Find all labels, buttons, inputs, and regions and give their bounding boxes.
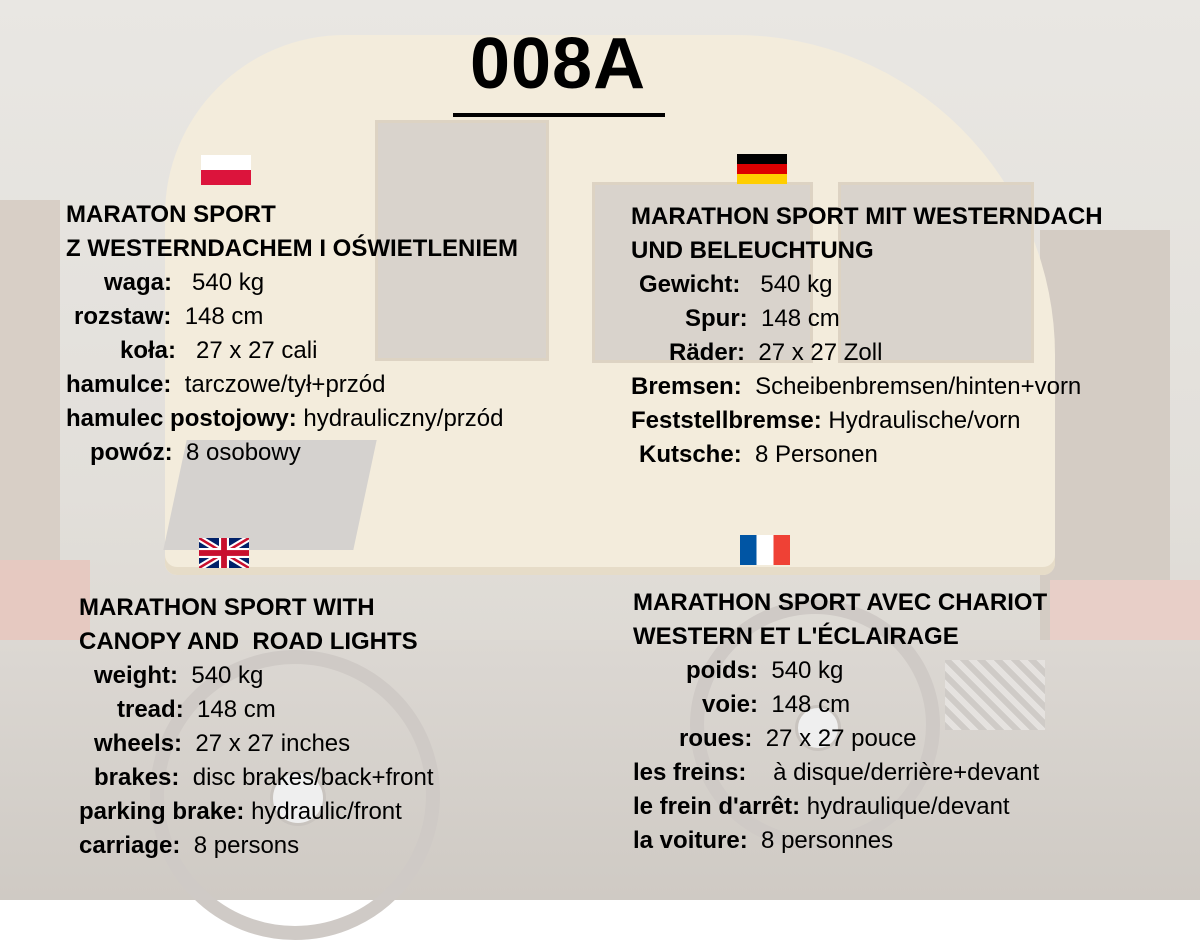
spec-label: koła: — [120, 337, 177, 364]
section-heading: MARATON SPORT — [66, 201, 276, 228]
uk-flag-icon — [199, 538, 249, 568]
section-heading: MARATHON SPORT WITH — [79, 594, 375, 621]
spec-value: 148 cm — [761, 305, 840, 332]
spec-label: wheels: — [94, 730, 183, 757]
german-spec-section — [631, 200, 1103, 472]
spec-value: 540 kg — [760, 271, 833, 298]
section-heading: MARATHON SPORT MIT WESTERNDACH — [631, 203, 1103, 230]
spec-value: 148 cm — [197, 696, 276, 723]
spec-value: 8 persons — [193, 832, 300, 859]
spec-row-wheels — [79, 727, 434, 761]
model-title: 008A — [469, 24, 647, 104]
poland-flag-icon — [201, 155, 251, 185]
spec-row-wheels — [66, 334, 518, 368]
spec-row-carriage — [631, 438, 1103, 472]
spec-label: les freins: — [633, 759, 747, 786]
spec-value: hydraulique/devant — [806, 793, 1010, 820]
section-heading: Z WESTERNDACHEM I OŚWIETLENIEM — [66, 235, 518, 262]
spec-row-parking-brake — [633, 790, 1047, 824]
section-heading: UND BELEUCHTUNG — [631, 237, 874, 264]
spec-value: hydrauliczny/przód — [303, 405, 504, 432]
spec-row-carriage — [66, 436, 518, 470]
spec-label: powóz: — [90, 439, 173, 466]
spec-label: waga: — [104, 269, 173, 296]
spec-value: 540 kg — [192, 269, 265, 296]
spec-label: le frein d'arrêt: — [633, 793, 801, 820]
spec-value: 27 x 27 pouce — [765, 725, 917, 752]
spec-label: Räder: — [669, 339, 746, 366]
spec-row-weight — [633, 654, 1047, 688]
section-heading: CANOPY AND ROAD LIGHTS — [79, 628, 418, 655]
spec-label: Kutsche: — [639, 441, 742, 468]
spec-value: Scheibenbremsen/hinten+vorn — [755, 373, 1082, 400]
spec-value: 8 osobowy — [185, 439, 301, 466]
spec-value: 8 personnes — [761, 827, 894, 854]
spec-value: 27 x 27 Zoll — [758, 339, 883, 366]
spec-row-carriage — [79, 829, 434, 863]
spec-row-carriage — [633, 824, 1047, 858]
background-wall-left — [0, 200, 60, 620]
spec-row-wheels — [633, 722, 1047, 756]
spec-value: Hydraulische/vorn — [828, 407, 1021, 434]
section-heading: WESTERN ET L'ÉCLAIRAGE — [633, 623, 959, 650]
spec-value: 148 cm — [771, 691, 851, 718]
spec-row-parking-brake — [631, 404, 1103, 438]
spec-label: parking brake: — [79, 798, 245, 825]
spec-label: Gewicht: — [639, 271, 741, 298]
spec-label: tread: — [117, 696, 184, 723]
spec-value: 540 kg — [771, 657, 844, 684]
spec-value: à disque/derrière+devant — [773, 759, 1040, 786]
spec-row-tread — [79, 693, 434, 727]
spec-row-tread — [66, 300, 518, 334]
france-flag-icon — [740, 535, 790, 565]
spec-row-tread — [633, 688, 1047, 722]
spec-value: 27 x 27 inches — [195, 730, 351, 757]
spec-row-weight — [66, 266, 518, 300]
spec-label: brakes: — [94, 764, 180, 791]
spec-label: Bremsen: — [631, 373, 742, 400]
english-spec-section — [79, 591, 434, 863]
spec-row-parking-brake — [79, 795, 434, 829]
germany-flag-icon — [737, 154, 787, 184]
spec-value: 8 Personen — [755, 441, 878, 468]
spec-label: carriage: — [79, 832, 181, 859]
spec-value: 27 x 27 cali — [196, 337, 318, 364]
spec-row-brakes — [79, 761, 434, 795]
spec-label: hamulec postojowy: — [66, 405, 297, 432]
spec-row-tread — [631, 302, 1103, 336]
spec-row-wheels — [631, 336, 1103, 370]
spec-value: hydraulic/front — [251, 798, 402, 825]
spec-label: voie: — [702, 691, 759, 718]
spec-value: 148 cm — [184, 303, 264, 330]
spec-row-brakes — [631, 370, 1103, 404]
spec-row-weight — [79, 659, 434, 693]
title-underline — [453, 113, 665, 117]
spec-label: roues: — [679, 725, 753, 752]
spec-label: hamulce: — [66, 371, 172, 398]
spec-row-brakes — [633, 756, 1047, 790]
spec-label: Feststellbremse: — [631, 407, 822, 434]
polish-spec-section — [66, 198, 518, 470]
spec-label: la voiture: — [633, 827, 748, 854]
spec-value: disc brakes/back+front — [192, 764, 434, 791]
spec-label: rozstaw: — [74, 303, 172, 330]
spec-label: poids: — [686, 657, 758, 684]
spec-label: weight: — [94, 662, 178, 689]
spec-label: Spur: — [685, 305, 748, 332]
spec-value: tarczowe/tył+przód — [184, 371, 386, 398]
spec-row-brakes — [66, 368, 518, 402]
french-spec-section — [633, 586, 1047, 858]
spec-row-weight — [631, 268, 1103, 302]
spec-row-parking-brake — [66, 402, 518, 436]
spec-value: 540 kg — [191, 662, 264, 689]
section-heading: MARATHON SPORT AVEC CHARIOT — [633, 589, 1048, 616]
